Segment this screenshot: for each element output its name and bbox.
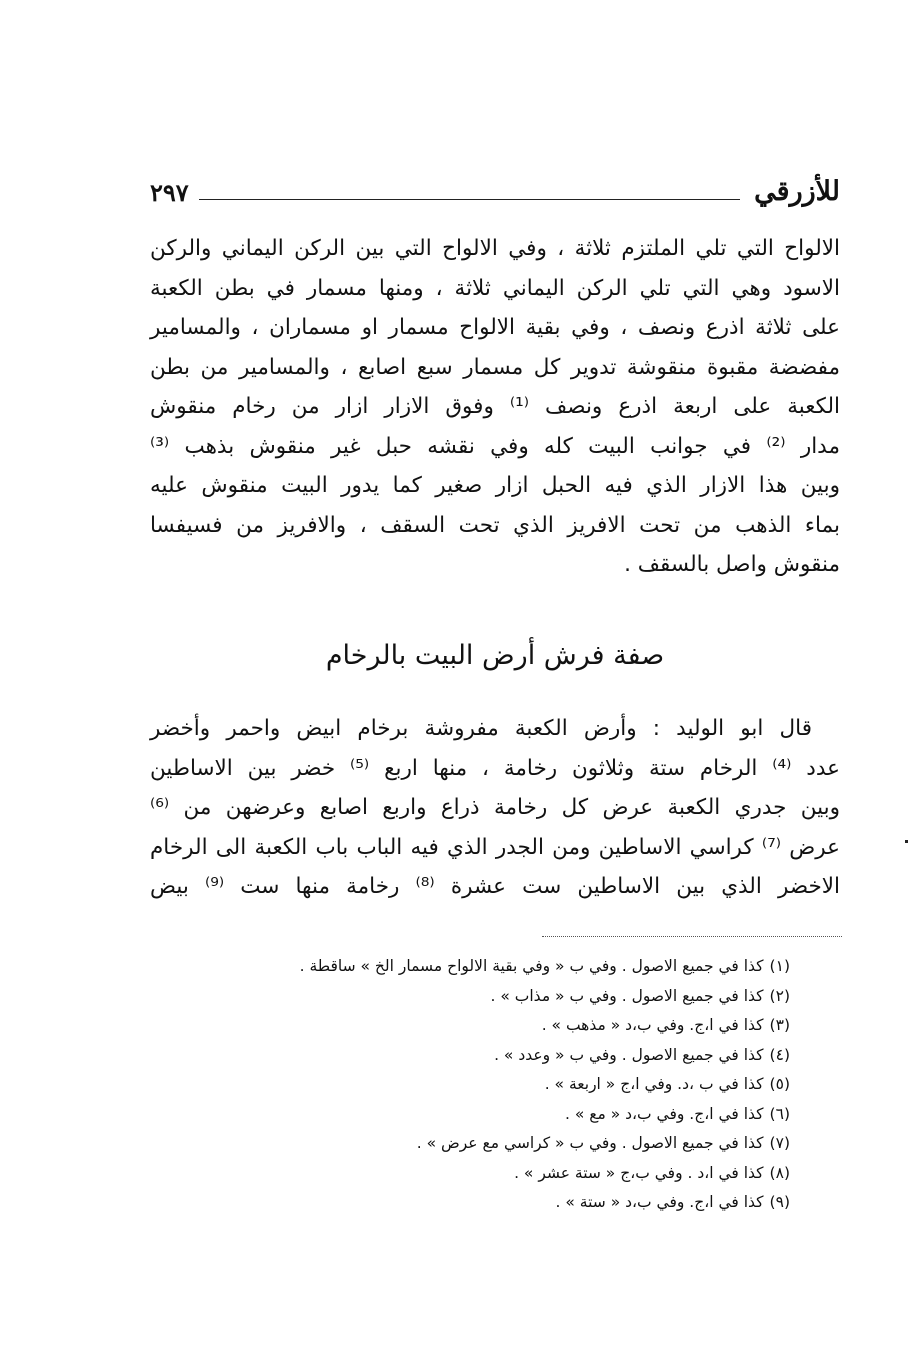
- text-line: بماء الذهب من تحت الافريز الذي تحت السقف ، والافريز من فسيفسا: [150, 512, 840, 538]
- text-line: الاخضر الذي بين الاساطين ست عشرة ⁽⁸⁾ رخامة منها ست ⁽⁹⁾ بيض: [150, 874, 840, 899]
- section-heading: صفة فرش أرض البيت بالرخام: [325, 640, 665, 671]
- footnote: (٥)كذا في ب ،د. وفي ا،ج « اربعة » .: [544, 1075, 790, 1093]
- text-line: عدد ⁽⁴⁾ الرخام ستة وثلاثون رخامة ، منها اربع ⁽⁵⁾ خضر بين الاساطين: [150, 755, 840, 781]
- footnote-separator: [542, 936, 842, 937]
- footnotes: [250, 952, 790, 1218]
- text-line: وبين هذا الازار الذي فيه الحبل ازار صغير كما يدور البيت منقوش عليه: [150, 473, 840, 498]
- running-header: [150, 168, 840, 208]
- text-line: الكعبة على اربعة اذرع ونصف ⁽¹⁾ وفوق الازار ازار من رخام منقوش: [150, 394, 840, 419]
- text-line: عرض ⁽⁷⁾ كراسي الاساطين ومن الجدر الذي فيه الباب باب الكعبة الى الرخام: [150, 834, 840, 860]
- text-line: الالواح التي تلي الملتزم ثلاثة ، وفي الالواح التي بين الركن اليماني والركن: [150, 236, 840, 261]
- footnote: (٩)كذا في ا،ج. وفي ب،د « ستة » .: [555, 1193, 790, 1211]
- text-line: الاسود وهي التي تلي الركن اليماني ثلاثة ، ومنها مسمار في بطن الكعبة: [150, 275, 840, 301]
- paragraph-2: [150, 709, 840, 907]
- running-head-author: للأزرقي: [754, 176, 840, 207]
- text-line: مفضضة مقبوة منقوشة تدوير كل مسمار سبع اصابع ، والمسامير من بطن: [150, 354, 840, 380]
- header-rule: [199, 199, 741, 200]
- text-line: على ثلاثة اذرع ونصف ، وفي بقية الالواح مسمار او مسماران ، والمسامير: [150, 315, 840, 340]
- paragraph-1: [150, 229, 840, 585]
- footnote: (٨)كذا في ا،د . وفي ب،ج « ستة عشر » .: [514, 1163, 790, 1182]
- text-line: وبين جدري الكعبة عرض كل رخامة ذراع واربع اصابع وعرضهن من ⁽⁶⁾: [150, 795, 840, 820]
- scan-speck: [905, 840, 908, 843]
- text-line: منقوش واصل بالسقف .: [624, 552, 840, 577]
- text-line: مدار ⁽²⁾ في جوانب البيت كله وفي نقشه حبل غير منقوش بذهب ⁽³⁾: [150, 433, 840, 459]
- footnote: (٧)كذا في جميع الاصول . وفي ب « كراسي مع عرض » .: [416, 1134, 790, 1152]
- footnote: (٢)كذا في جميع الاصول . وفي ب « مذاب » .: [490, 986, 790, 1005]
- text-line: قال ابو الوليد : وأرض الكعبة مفروشة برخام ابيض واحمر وأخضر: [150, 716, 812, 741]
- footnote: (٦)كذا في ا،ج. وفي ب،د « مع » .: [564, 1104, 790, 1123]
- footnote: (٤)كذا في جميع الاصول . وفي ب « وعدد » .: [494, 1045, 790, 1064]
- footnote: (١)كذا في جميع الاصول . وفي ب « وفي بقية الالواح مسمار الخ » ساقطة .: [299, 957, 790, 975]
- footnote: (٣)كذا في ا،ج. وفي ب،د « مذهب » .: [541, 1016, 790, 1034]
- page-number: ٢٩٧: [150, 178, 189, 207]
